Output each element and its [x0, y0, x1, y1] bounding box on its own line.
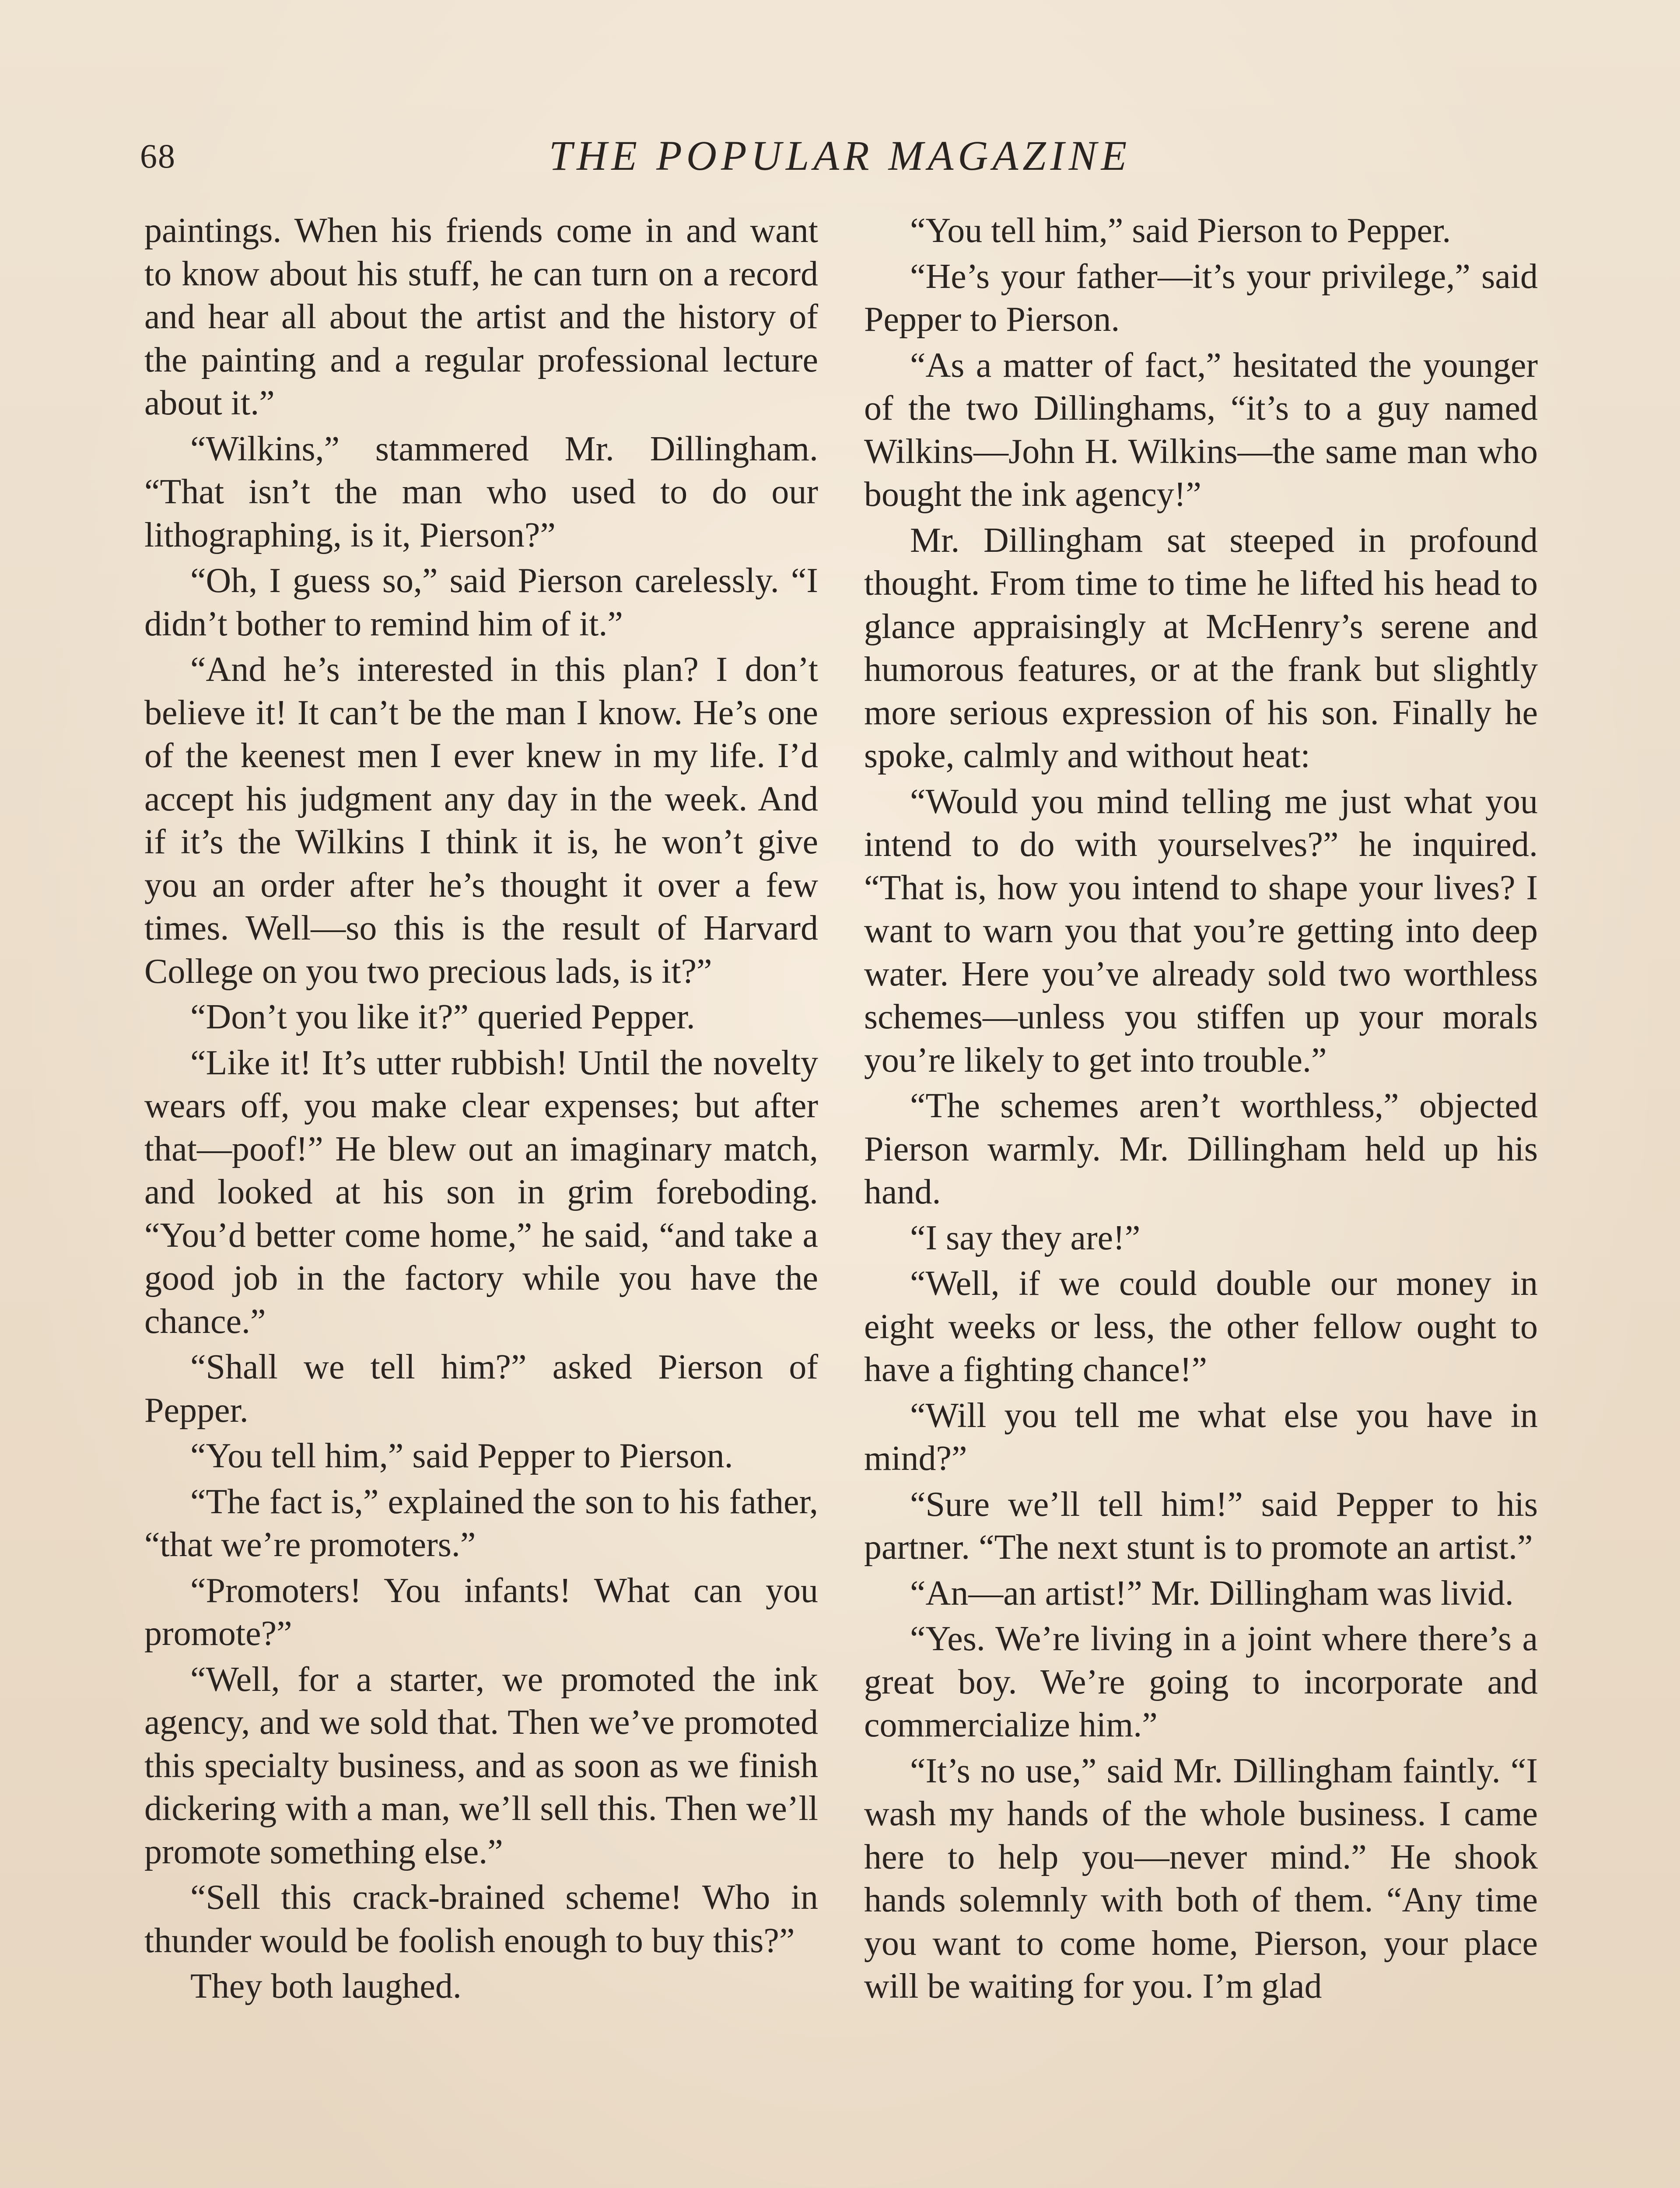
right-text-column	[864, 209, 1538, 2011]
paragraph: “Like it! It’s utter rubbish! Until the novelty wears off, you make clear expenses; but after that—poof!” He blew out an imaginary match, and looked at his son in grim foreboding. “You’d better come home,” he said, “and take a good job in the factory while you have the chance.”	[144, 1043, 818, 1341]
paragraph: “Well, if we could double our money in eight weeks or less, the other fellow ought to have a fighting chance!”	[864, 1264, 1538, 1389]
paragraph: “You tell him,” said Pepper to Pierson.	[190, 1437, 733, 1475]
paragraph: “It’s no use,” said Mr. Dillingham faintly. “I wash my hands of the whole business. I came here to help you—never mind.” He shook hands solemnly with both of them. “Any time you want to come home, Pierson, your place will be waiting for you. I’m glad	[864, 1751, 1538, 2006]
paragraph: “As a matter of fact,” hesitated the younger of the two Dillinghams, “it’s to a guy named Wilkins—John H. Wilkins—the same man who bought the ink agency!”	[864, 346, 1538, 514]
paragraph: “Well, for a starter, we promoted the ink agency, and we sold that. Then we’ve promoted this specialty business, and as soon as we finish dickering with a man, we’ll sell this. Then we’ll promote something else.”	[144, 1660, 818, 1871]
paragraph: “You tell him,” said Pierson to Pepper.	[910, 211, 1451, 250]
page-header	[140, 131, 1540, 184]
paragraph: “Don’t you like it?” queried Pepper.	[190, 998, 695, 1036]
paragraph: Mr. Dillingham sat steeped in profound thought. From time to time he lifted his head to glance appraisingly at McHenry’s serene and humorous features, or at the frank but slightly more serious expression of his son. Finally he spoke, calmly and without heat:	[864, 521, 1538, 775]
left-text-column	[144, 209, 818, 2011]
paragraph: “Sell this crack-brained scheme! Who in thunder would be foolish enough to buy this?”	[144, 1878, 818, 1960]
paragraph: “An—an artist!” Mr. Dillingham was livid.	[910, 1574, 1514, 1613]
paragraph: “Would you mind telling me just what you intend to do with yourselves?” he inquired. “That is, how you intend to shape your lives? I want to warn you that you’re getting into deep water. Here you’ve already sold two worthless schemes—unless you stiffen up your morals you’re likely to get into trouble.”	[864, 782, 1538, 1080]
paragraph: “I say they are!”	[910, 1218, 1141, 1257]
paragraph: “Shall we tell him?” asked Pierson of Pepper.	[144, 1348, 818, 1430]
paragraph: “And he’s interested in this plan? I don’t believe it! It can’t be the man I know. He’s one of the keenest men I ever knew in my life. I’d accept his judgment any day in the week. And if it’s the Wilkins I think it is, he won’t give you an order after he’s thought it over a few times. Well—so this is the result of Harvard College on you two precious lads, is it?”	[144, 650, 818, 991]
paragraph: “Promoters! You infants! What can you promote?”	[144, 1571, 818, 1653]
paragraph: “He’s your father—it’s your privilege,” said Pepper to Pierson.	[864, 257, 1538, 339]
paragraph: “Will you tell me what else you have in mind?”	[864, 1396, 1538, 1478]
page-number: 68	[140, 137, 176, 175]
running-title: THE POPULAR MAGAZINE	[549, 132, 1131, 179]
paragraph: “The schemes aren’t worthless,” objected Pierson warmly. Mr. Dillingham held up his hand.	[864, 1087, 1538, 1211]
paragraph: “The fact is,” explained the son to his father, “that we’re promoters.”	[144, 1482, 818, 1564]
paragraph: “Oh, I guess so,” said Pierson carelessly. “I didn’t bother to remind him of it.”	[144, 561, 818, 643]
paragraph: “Sure we’ll tell him!” said Pepper to his partner. “The next stunt is to promote an artist.”	[864, 1485, 1538, 1567]
paragraph: “Wilkins,” stammered Mr. Dillingham. “That isn’t the man who used to do our lithographing, is it, Pierson?”	[144, 429, 818, 554]
paragraph: paintings. When his friends come in and want to know about his stuff, he can turn on a record and hear all about the artist and the history of the painting and a regular professional lecture about it.”	[144, 211, 818, 422]
paragraph: They both laughed.	[190, 1967, 462, 2006]
paragraph: “Yes. We’re living in a joint where there’s a great boy. We’re going to incorporate and commercialize him.”	[864, 1620, 1538, 1744]
